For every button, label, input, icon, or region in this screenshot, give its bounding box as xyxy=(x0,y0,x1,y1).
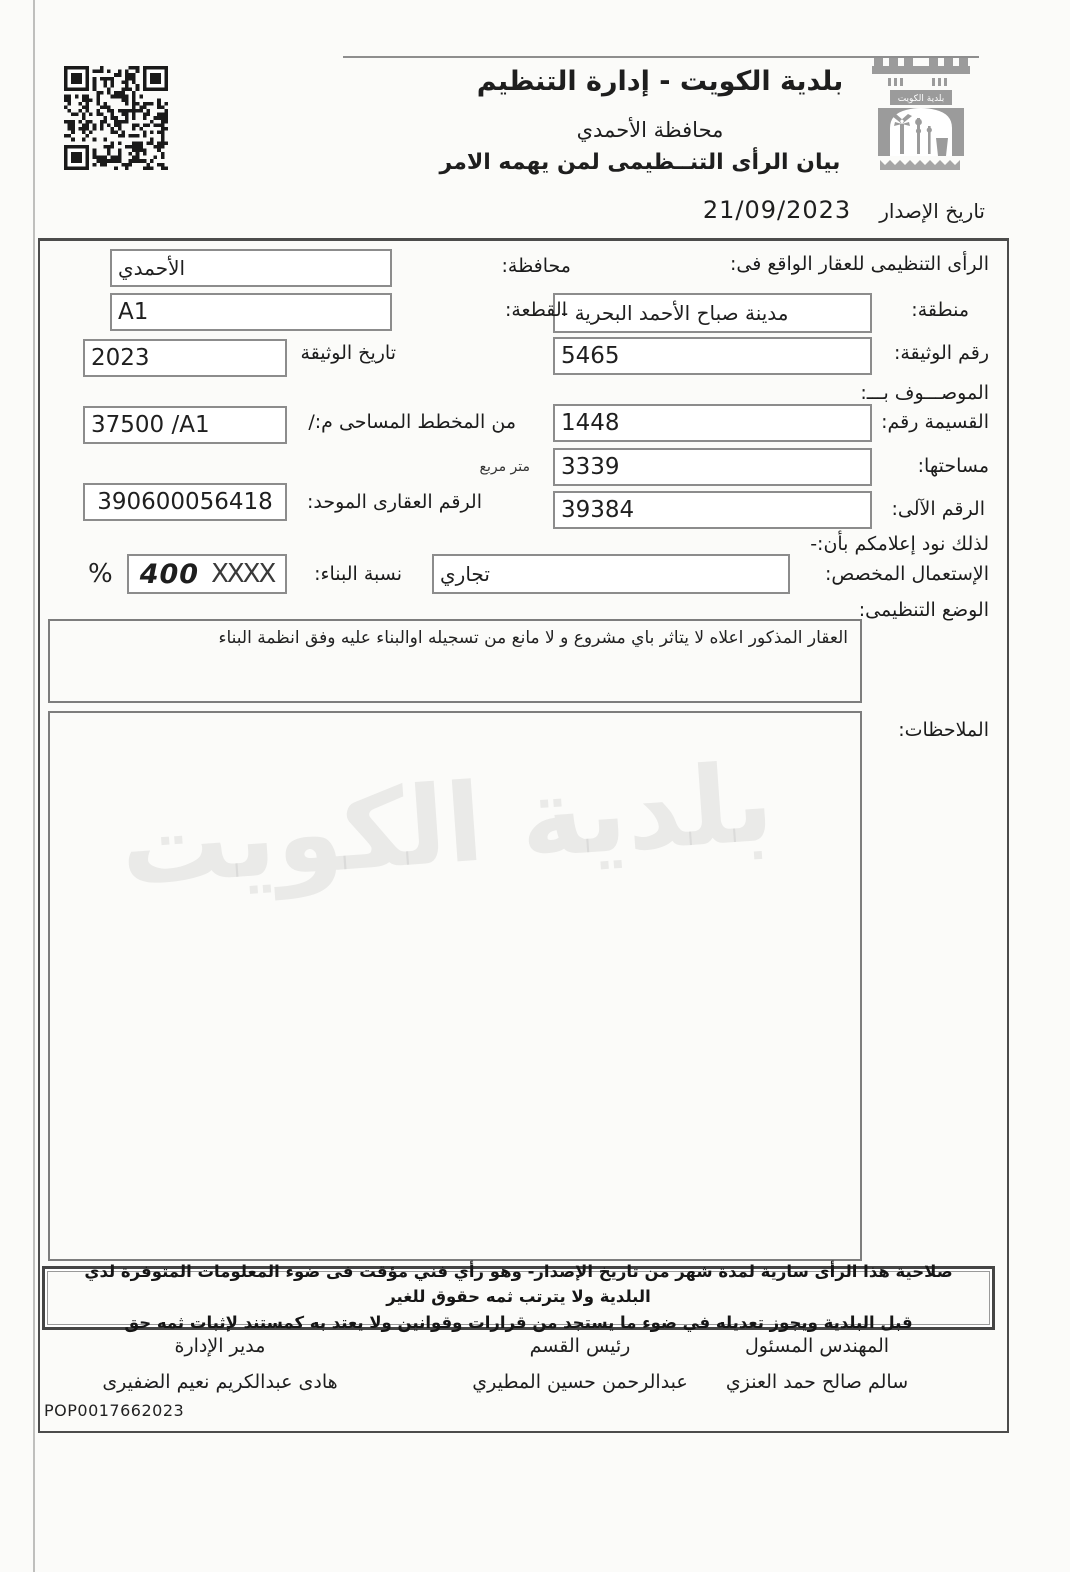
use-label: الإستعمال المخصص: xyxy=(824,563,989,585)
governorate-field xyxy=(110,249,392,287)
status-text: العقار المذكور اعلاه لا يتاثر باي مشروع و لا مانع من تسجيله اوالبناء عليه وفق انظمة البناء xyxy=(218,628,848,648)
doc-date-field xyxy=(83,339,287,377)
scan-edge-line xyxy=(33,0,35,1572)
use-field xyxy=(432,554,790,594)
disclaimer-line-1: صلاحية هذا الرأى سارية لمدة شهر من تاريخ الإصدار- وهو رأي فني مؤقت فى ضوء المعلومات المتوفرة لدي البلدية ولا يترتب ثمه حقوق للغير xyxy=(84,1261,953,1306)
logo-caption: بلدية الكويت xyxy=(897,94,945,104)
document-title: بيان الرأى التنــظيمى لمن يهمه الامر xyxy=(439,150,841,175)
survey-plan-label: من المخطط المساحى م:/ xyxy=(308,411,516,433)
issue-date-row xyxy=(703,196,985,224)
build-ratio-field xyxy=(127,554,287,594)
governorate-title: محافظة الأحمدي xyxy=(576,118,724,142)
signature-department-director xyxy=(70,1335,370,1393)
percent-sign: % xyxy=(88,559,113,589)
area-size-value: 3339 xyxy=(561,454,620,480)
doc-no-field xyxy=(553,337,872,375)
status-box xyxy=(48,619,862,703)
build-ratio-handwritten: 400 xyxy=(139,558,200,590)
notes-label: الملاحظات: xyxy=(898,719,989,741)
doc-no-value: 5465 xyxy=(561,343,620,369)
area-size-field xyxy=(553,448,872,486)
signatory-title: مدير الإدارة xyxy=(174,1335,266,1357)
area-label: منطقة: xyxy=(911,299,969,321)
governorate-label: محافظة: xyxy=(501,255,571,277)
unified-re-no-value: 390600056418 xyxy=(97,489,273,515)
use-value: تجاري xyxy=(440,562,490,586)
survey-plan-value: 37500 /A1 xyxy=(91,412,210,438)
signature-section-head xyxy=(440,1335,720,1393)
described-as-label: الموصـــوف بـــ: xyxy=(860,382,989,404)
issue-date-label: تاريخ الإصدار xyxy=(879,199,985,223)
survey-plan-field xyxy=(83,406,287,444)
unified-re-no-label: الرقم العقارى الموحد: xyxy=(306,491,482,513)
block-label: القطعة: xyxy=(504,299,567,321)
signatory-title: رئيس القسم xyxy=(529,1335,631,1357)
doc-date-label: تاريخ الوثيقة xyxy=(300,342,396,364)
signatory-name: عبدالرحمن حسين المطيري xyxy=(472,1371,688,1393)
status-label: الوضع التنظيمى: xyxy=(858,599,989,621)
block-field xyxy=(110,293,392,331)
signatory-title: المهندس المسئول xyxy=(744,1335,890,1357)
issue-date-value: 21/09/2023 xyxy=(702,196,852,224)
auto-no-value: 39384 xyxy=(561,497,635,523)
auto-no-label: الرقم الآلى: xyxy=(891,498,985,520)
sqm-label: متر مربع xyxy=(479,459,530,475)
qr-code xyxy=(64,66,168,170)
parcel-label: القسيمة رقم: xyxy=(881,411,989,433)
signatory-name: هادى عبدالكريم نعيم الضفيرى xyxy=(102,1371,338,1393)
inform-label: لذلك نود إعلامكم بأن:- xyxy=(810,533,989,555)
area-field xyxy=(553,293,872,333)
build-ratio-placeholder-x: XXXX xyxy=(211,559,275,589)
parcel-field xyxy=(553,404,872,442)
parcel-value: 1448 xyxy=(561,410,620,436)
auto-no-field xyxy=(553,491,872,529)
reference-number: POP0017662023 xyxy=(44,1401,185,1420)
watermark-text: بلدية الكويت xyxy=(116,740,778,911)
org-title: بلدية الكويت - إدارة التنظيم xyxy=(476,66,844,97)
doc-no-label: رقم الوثيقة: xyxy=(893,342,989,364)
area-size-label: مساحتها: xyxy=(917,455,989,477)
governorate-value: الأحمدي xyxy=(118,256,186,280)
disclaimer-box xyxy=(42,1261,995,1333)
disclaimer-line-2: قبل البلدية ويجوز تعديله في ضوء ما يستجد من قرارات وقوانين ولا يعتد به كمستند لإثبات ثمه حق xyxy=(124,1313,913,1333)
doc-date-value: 2023 xyxy=(91,345,150,371)
signatory-name: سالم صالح حمد العنزي xyxy=(725,1371,909,1393)
area-value: مدينة صباح الأحمد البحرية - xyxy=(561,301,789,325)
signature-responsible-engineer xyxy=(687,1335,947,1393)
form-box xyxy=(38,238,1009,1433)
unified-re-no-field xyxy=(83,483,287,521)
build-ratio-label: نسبة البناء: xyxy=(314,563,402,585)
opinion-intro-label: الرأى التنظيمى للعقار الواقع فى: xyxy=(729,253,989,275)
block-value: A1 xyxy=(118,299,149,325)
notes-box xyxy=(48,711,862,1261)
